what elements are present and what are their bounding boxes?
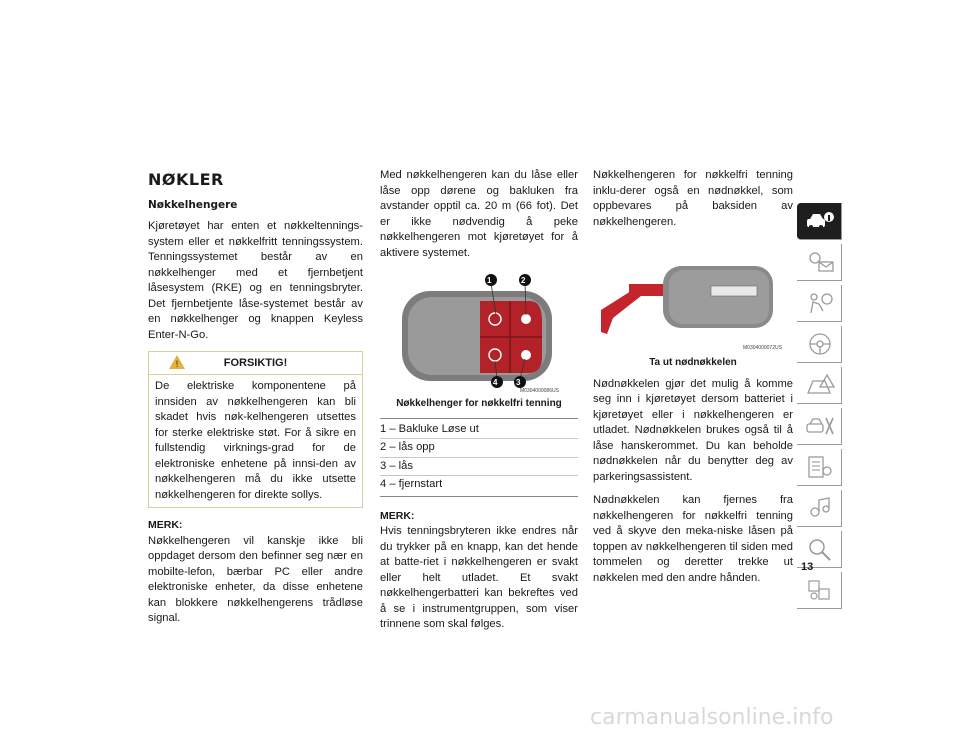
note-label: MERK:	[148, 519, 183, 531]
tab-emergency[interactable]	[797, 367, 842, 404]
subsection-heading: Nøkkelhengere	[148, 198, 238, 211]
svg-text:!: !	[175, 359, 179, 369]
right-column	[593, 168, 793, 594]
section-heading: NØKLER	[148, 170, 224, 189]
emergency-key-removal-paragraph: Nødnøkkelen kan fjernes fra nøkkelhengeren for nøkkelfri tenning ved å skyve den meka-niske låsen på toppen av nøkkelhengeren til siden med tommelen og deretter trekke ut nøkkelen med den andre hånden.	[593, 494, 793, 584]
figure-caption: Nøkkelhenger for nøkkelfri tenning	[396, 398, 562, 409]
callout-3: 3	[516, 378, 521, 387]
warning-text: De elektriske komponentene på innsiden av nøkkelhengeren kan bli skadet hvis nøk-kelhengeren utsettes for sterke elektriske støt. For å sikre en fullstendig virknings-grad for de elektroniske enhetene på innsi-den av nøkkelhengeren må du ikke utsette nøkkelhengeren for direkte sollys.	[155, 380, 356, 501]
emergency-key-intro: Nøkkelhengeren for nøkkelfri tenning inklu-derer også en nødnøkkel, som oppbevares på baksiden av nøkkelhengeren.	[593, 169, 793, 228]
callout-1: 1	[487, 276, 492, 285]
specifications-icon	[805, 455, 835, 479]
note-label: MERK:	[380, 509, 415, 522]
airbag-safety-icon	[805, 291, 835, 315]
legend-item: 4 – fjernstart	[380, 478, 443, 490]
key-fob-illustration	[380, 269, 578, 394]
intro-paragraph: Kjøretøyet har enten et nøkkeltennings-system eller et nøkkelfritt tenningssystem. Tenningssystemet består av en nøkkelhenger med et fjernbetjent låsesystem (RKE) og en tenningsbryter. Det fjernbetjente låse-systemet består av en nøkkelhenger og knappen Keyless Enter-N-Go.	[148, 220, 363, 341]
multimedia-icon	[805, 496, 835, 520]
callout-legend	[380, 418, 578, 497]
figure-caption: Ta ut nødnøkkelen	[649, 357, 737, 368]
tab-specifications[interactable]	[797, 449, 842, 486]
key-fob-figure	[380, 269, 578, 394]
tab-servicing[interactable]	[797, 408, 842, 445]
image-code: M0304000086US	[520, 388, 559, 394]
middle-column	[380, 168, 578, 641]
steering-wheel-icon	[805, 332, 835, 356]
tab-starting-operating[interactable]	[797, 326, 842, 363]
tab-getting-to-know[interactable]	[797, 203, 842, 240]
callout-2: 2	[521, 276, 526, 285]
search-index-icon	[805, 537, 835, 561]
tab-language[interactable]	[797, 572, 842, 609]
emergency-icon	[805, 373, 835, 397]
note-text: Nøkkelhengeren vil kanskje ikke bli oppdaget dersom den befinner seg nær en mobilte-lefon, bærbar PC eller andre elektroniske enheter, da disse enhetene kan blokkere nøkkelhengerens trådløse signal.	[148, 534, 363, 624]
legend-item: 3 – lås	[380, 458, 578, 477]
legend-item: 1 – Bakluke Løse ut	[380, 421, 578, 440]
warning-box	[148, 351, 363, 508]
emergency-key-illustration	[593, 238, 793, 353]
tab-multimedia[interactable]	[797, 490, 842, 527]
car-info-icon	[805, 209, 835, 233]
emergency-key-paragraph: Nødnøkkelen gjør det mulig å komme seg inn i kjøretøyet dersom batteriet i kjøretøyet eller i nøkkelhengeren er utladet. Nødnøkkelen brukes også til å låse hanskerommet. Du kan beholde nødnøkkelen når du benytter deg av parkeringsassistent.	[593, 377, 793, 483]
emergency-key-figure	[593, 238, 793, 353]
watermark: carmanualsonline.info	[590, 705, 834, 730]
car-maintenance-icon	[805, 414, 835, 438]
left-column	[148, 168, 363, 635]
tab-warning-lights[interactable]	[797, 244, 842, 281]
language-icon	[805, 578, 835, 602]
callout-4: 4	[493, 378, 498, 387]
page-number: 13	[801, 561, 814, 573]
legend-item: 2 – lås opp	[380, 439, 578, 458]
tab-safety[interactable]	[797, 285, 842, 322]
warning-title: FORSIKTIG!	[223, 357, 288, 369]
image-code: M0304000072US	[743, 345, 782, 351]
warning-header	[149, 352, 362, 375]
warning-lights-icon	[805, 250, 835, 274]
range-paragraph: Med nøkkelhengeren kan du låse eller låse opp dørene og bakluken fra avstander opptil ca. 20 m (66 fot). Det er ikke nødvendig å peke nøkkelhengeren mot kjøretøyet for å aktivere systemet.	[380, 169, 578, 259]
note-text: Hvis tenningsbryteren ikke endres når du trykker på en knapp, kan det hende at batte-riet i nøkkelhengeren er svakt eller helt utladet. Et svakt nøkkelhengerbatteri kan bekreftes ved å se i instrumentgruppen, som viser trinnene som skal følges.	[380, 525, 578, 630]
chapter-tabs	[797, 203, 842, 613]
